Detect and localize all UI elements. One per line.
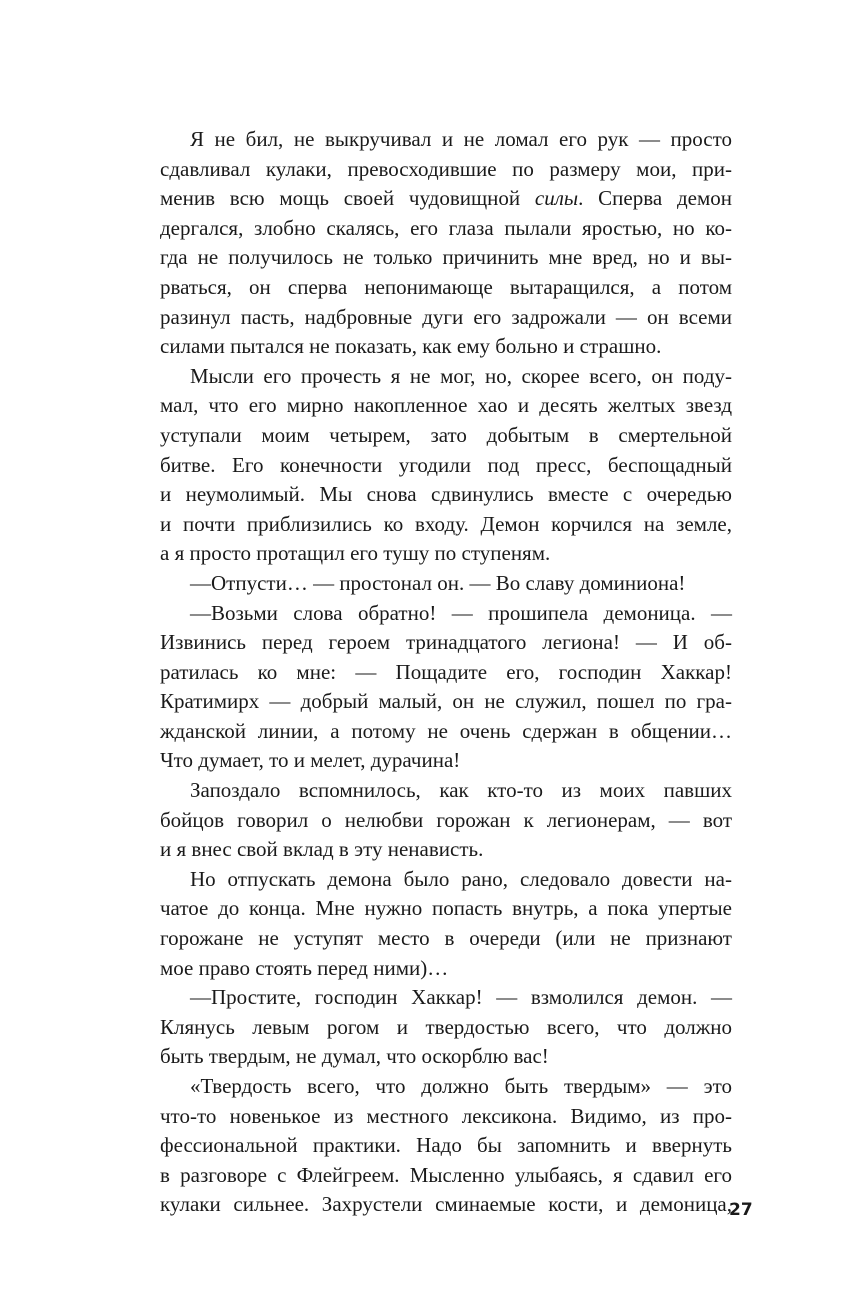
text-line: Я не бил, не выкручивал и не ломал его рук — просто	[190, 127, 732, 151]
text-line: Клянусь левым рогом и твердостью всего, что должно	[160, 1014, 732, 1039]
text-line: чатое до конца. Мне нужно попасть внутрь, а пока упертые	[160, 896, 732, 921]
text-line: и неумолимый. Мы снова сдвинулись вместе с очередью	[160, 482, 732, 507]
text-line: кулаки сильнее. Захрустели сминаемые кости, и демоница,	[160, 1192, 732, 1217]
text-line: Запоздало вспомнилось, как кто-то из моих павших	[190, 778, 732, 803]
text-line: дергался, злобно скалясь, его глаза пылали яростью, но ко-	[160, 215, 732, 240]
text-line: сдавливал кулаки, превосходившие по размеру мои, при-	[160, 156, 732, 181]
paragraph	[160, 983, 732, 1072]
text-line: мал, что его мирно накопленное хао и десять желтых звезд	[160, 393, 732, 418]
text-line: —Отпусти… — простонал он. — Во славу доминиона!	[190, 570, 686, 595]
paragraph	[160, 599, 732, 777]
text-line	[160, 184, 732, 214]
text-line: фессиональной практики. Надо бы запомнить и ввернуть	[160, 1133, 732, 1158]
text-line: Извинись перед героем тринадцатого легиона! — И об-	[160, 630, 732, 655]
text-fragment: менив всю мощь своей чудовищной	[160, 186, 535, 211]
paragraph	[160, 865, 732, 983]
text-line: —Возьми слова обратно! — прошипела демоница. —	[190, 600, 732, 625]
text-line: разинул пасть, надбровные дуги его задрожали — он всеми	[160, 304, 732, 329]
text-line: рваться, он сперва непонимающе вытаращился, а потом	[160, 274, 732, 299]
text-line: Мысли его прочесть я не мог, но, скорее всего, он поду-	[190, 363, 732, 388]
text-line: «Твердость всего, что должно быть твердым» — это	[190, 1074, 732, 1098]
body-text	[160, 125, 732, 1220]
text-line: уступали моим четырем, зато добытым в смертельной	[160, 422, 732, 447]
text-line: горожане не уступят место в очереди (или не признают	[160, 926, 732, 951]
text-line: гда не получилось не только причинить мне вред, но и вы-	[160, 245, 732, 270]
text-line: Но отпускать демона было рано, следовало довести на-	[190, 866, 732, 891]
text-line: и почти приблизились ко входу. Демон корчился на земле,	[160, 511, 732, 536]
text-line: бойцов говорил о нелюбви горожан к легионерам, — вот	[160, 807, 732, 832]
paragraph	[160, 362, 732, 569]
text-line: Что думает, то и мелет, дурачина!	[160, 748, 461, 773]
text-line: силами пытался не показать, как ему больно и страшно.	[160, 334, 662, 359]
text-line: Кратимирх — добрый малый, он не служил, пошел по гра-	[160, 689, 732, 714]
paragraph	[160, 1072, 732, 1220]
text-line: и я внес свой вклад в эту ненависть.	[160, 837, 484, 862]
text-line: жданской линии, а потому не очень сдержан в общении…	[160, 718, 732, 743]
page-number: 27	[729, 1200, 753, 1220]
text-line: битве. Его конечности угодили под пресс, беспощадный	[160, 452, 732, 477]
text-line: ратилась ко мне: — Пощадите его, господин Хаккар!	[160, 659, 732, 684]
paragraph	[160, 125, 732, 362]
text-line: а я просто протащил его тушу по ступеням.	[160, 541, 551, 566]
text-line: что-то новенькое из местного лексикона. Видимо, из про-	[160, 1103, 732, 1128]
paragraph	[160, 569, 732, 599]
italic-word: силы	[534, 186, 579, 211]
text-line: быть твердым, не думал, что оскорблю вас!	[160, 1044, 549, 1069]
paragraph	[160, 776, 732, 865]
text-line: —Простите, господин Хаккар! — взмолился демон. —	[190, 985, 732, 1010]
text-line: мое право стоять перед ними)…	[160, 955, 449, 980]
text-line: в разговоре с Флейгреем. Мысленно улыбаясь, я сдавил его	[160, 1162, 732, 1187]
text-fragment: . Сперва демон	[578, 186, 732, 211]
